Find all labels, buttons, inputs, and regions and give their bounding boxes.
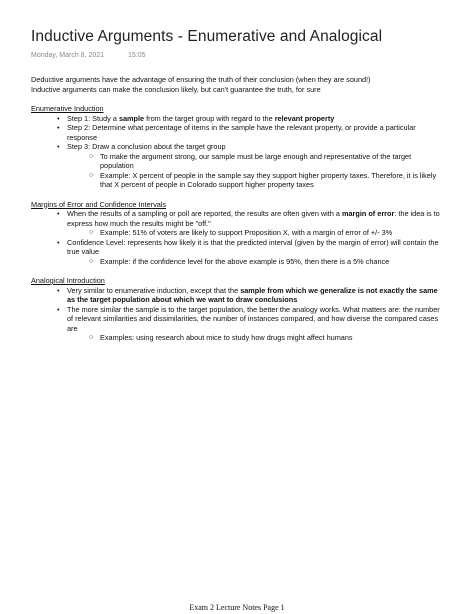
section-heading-enumerative: Enumerative Induction	[31, 104, 104, 113]
sub-list-item: ○ To make the argument strong, our sample must be large enough and representative of the target population	[89, 151, 412, 170]
bullet-icon: •	[57, 123, 60, 132]
bullet-icon: •	[57, 142, 60, 151]
intro-line-1: Deductive arguments have the advantage of ensuring the truth of their conclusion (when they are sound!)	[31, 75, 371, 84]
list-item: • Confidence Level: represents how likely it is that the predicted interval (given by the margin of error) will contain the true value ○ Example: if the confidence level for the above example is 95%, then there is a 5% chance	[57, 238, 446, 267]
sub-list-item: ○ Example: X percent of people in the sample say they support higher property taxes. Therefore, it is likely that X percent of people in Colorado support higher property taxes	[89, 170, 437, 189]
circle-bullet-icon: ○	[89, 257, 94, 265]
bullet-icon: •	[57, 113, 60, 123]
bullet-icon: •	[57, 209, 60, 218]
sub-list	[67, 333, 446, 343]
bold-term: sample from which we generalize is not exactly the same as the target population about which we want to draw conclusions	[67, 285, 438, 304]
circle-bullet-icon: ○	[89, 229, 94, 236]
list-item: • Very similar to enumerative induction, except that the sample from which we generalize is not exactly the same as the target population about which we want to draw conclusions	[57, 285, 438, 304]
bold-term: margin of error	[342, 209, 395, 218]
bullet-icon: •	[57, 285, 60, 295]
bold-term: relevant property	[274, 113, 335, 123]
bold-term: sample	[118, 113, 145, 123]
page-date: Monday, March 8, 2021	[31, 52, 105, 59]
page-meta	[31, 52, 146, 59]
circle-bullet-icon: ○	[89, 171, 94, 179]
circle-bullet-icon: ○	[89, 152, 94, 160]
page-time: 15:05	[128, 52, 146, 59]
page-footer: Exam 2 Lecture Notes Page 1	[189, 603, 285, 612]
intro-line-2: Inductive arguments can make the conclusion likely, but can't guarantee the truth, for sure	[31, 84, 321, 94]
list-item: • The more similar the sample is to the target population, the better the analogy works. What matters are: the number of relevant similarities and dissimilarities, the number of instances compared, and how diverse the compared cases are ○ Examples: using research about mice to study how drugs might affect humans	[57, 305, 446, 343]
enumerative-list	[31, 114, 446, 190]
list-item: • Step 3: Draw a conclusion about the target group ○ To make the argument strong, our sample must be large enough and representative of the target population ○ Example: X percent of people in the sample say they support higher property taxes. Therefore, it is likely that X percent of people in Colorado support higher property taxes	[57, 142, 446, 190]
section-heading-margins: Margins of Error and Confidence Intervals	[31, 199, 167, 209]
margins-list	[31, 209, 446, 266]
list-item: • When the results of a sampling or poll are reported, the results are often given with a margin of error: the idea is to express how much the results might be "off." ○ Example: 51% of voters are likely to support Proposition X, with a margin of error of +/- 3%	[57, 209, 446, 238]
list-item: • Step 1: Study a sample from the target group with regard to the relevant property	[57, 113, 335, 123]
notes-content	[31, 75, 446, 343]
list-item: • Step 2: Determine what percentage of items in the sample have the relevant property, or provide a particular response	[57, 123, 416, 142]
sub-list	[67, 257, 446, 267]
sub-list	[67, 152, 446, 190]
sub-list	[67, 228, 446, 238]
section-heading-analogical: Analogical Introduction	[31, 276, 105, 285]
sub-list-item: ○ Example: 51% of voters are likely to support Proposition X, with a margin of error of +/- 3%	[89, 228, 393, 237]
bullet-icon: •	[57, 304, 60, 314]
page-title: Inductive Arguments - Enumerative and Analogical	[31, 28, 383, 45]
bullet-icon: •	[57, 237, 60, 247]
circle-bullet-icon: ○	[89, 334, 94, 341]
sub-list-item: ○ Example: if the confidence level for the above example is 95%, then there is a 5% chance	[89, 256, 390, 266]
sub-list-item: ○ Examples: using research about mice to study how drugs might affect humans	[89, 333, 353, 342]
analogical-list	[31, 286, 446, 343]
